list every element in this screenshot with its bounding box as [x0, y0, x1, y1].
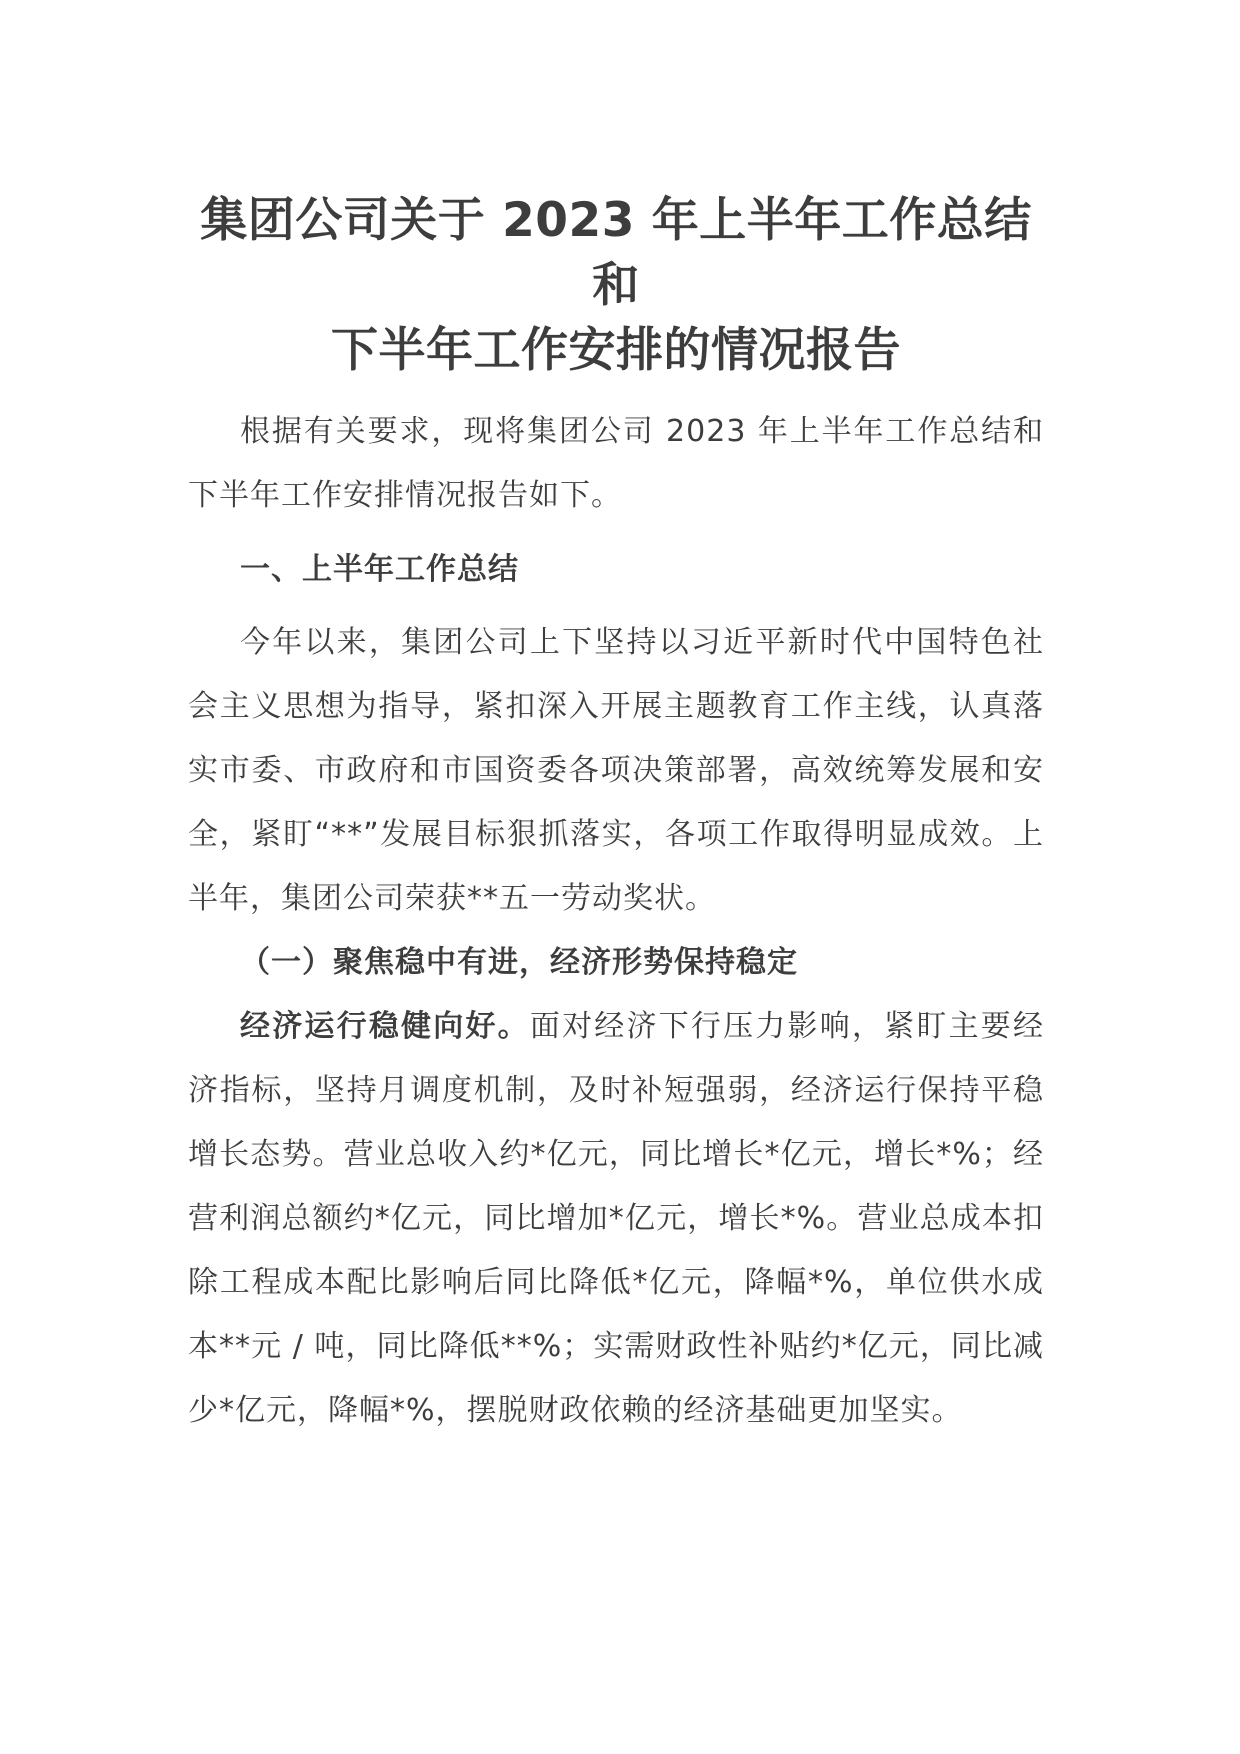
- title-line-2: 下半年工作安排的情况报告: [331, 323, 901, 378]
- section-1-paragraph: 今年以来，集团公司上下坚持以习近平新时代中国特色社会主义思想为指导，紧扣深入开展主题教育工作主线，认真落实市委、市政府和市国资委各项决策部署，高效统筹发展和安全，紧盯“**”发展目标狠抓落实，各项工作取得明显成效。上半年，集团公司荣获**五一劳动奖状。: [188, 625, 1044, 916]
- paragraph-body: 面对经济下行压力影响，紧盯主要经济指标，坚持月调度机制，及时补短强弱，经济运行保持平稳增长态势。营业总收入约*亿元，同比增长*亿元，增长*%；经营利润总额约*亿元，同比增加*亿元，增长*%。营业总成本扣除工程成本配比影响后同比降低*亿元，降幅*%，单位供水成本**元 / 吨，同比降低**%；实需财政性补贴约*亿元，同比减少*亿元，降幅*%，摆脱财政依赖的经济基础更加坚实。: [188, 1009, 1044, 1428]
- title-line-1: 集团公司关于 2023 年上半年工作总结和: [200, 193, 1032, 313]
- document-title: [188, 188, 1044, 383]
- subsection-heading-1: （一）聚焦稳中有进，经济形势保持稳定: [240, 945, 798, 980]
- paragraph-lead: 经济运行稳健向好。: [240, 1009, 530, 1044]
- intro-paragraph: 根据有关要求，现将集团公司 2023 年上半年工作总结和下半年工作安排情况报告如下。: [188, 414, 1044, 513]
- document-body: [188, 188, 1044, 1443]
- economic-performance-paragraph: [188, 995, 1044, 1443]
- section-heading-1: 一、上半年工作总结: [240, 552, 519, 587]
